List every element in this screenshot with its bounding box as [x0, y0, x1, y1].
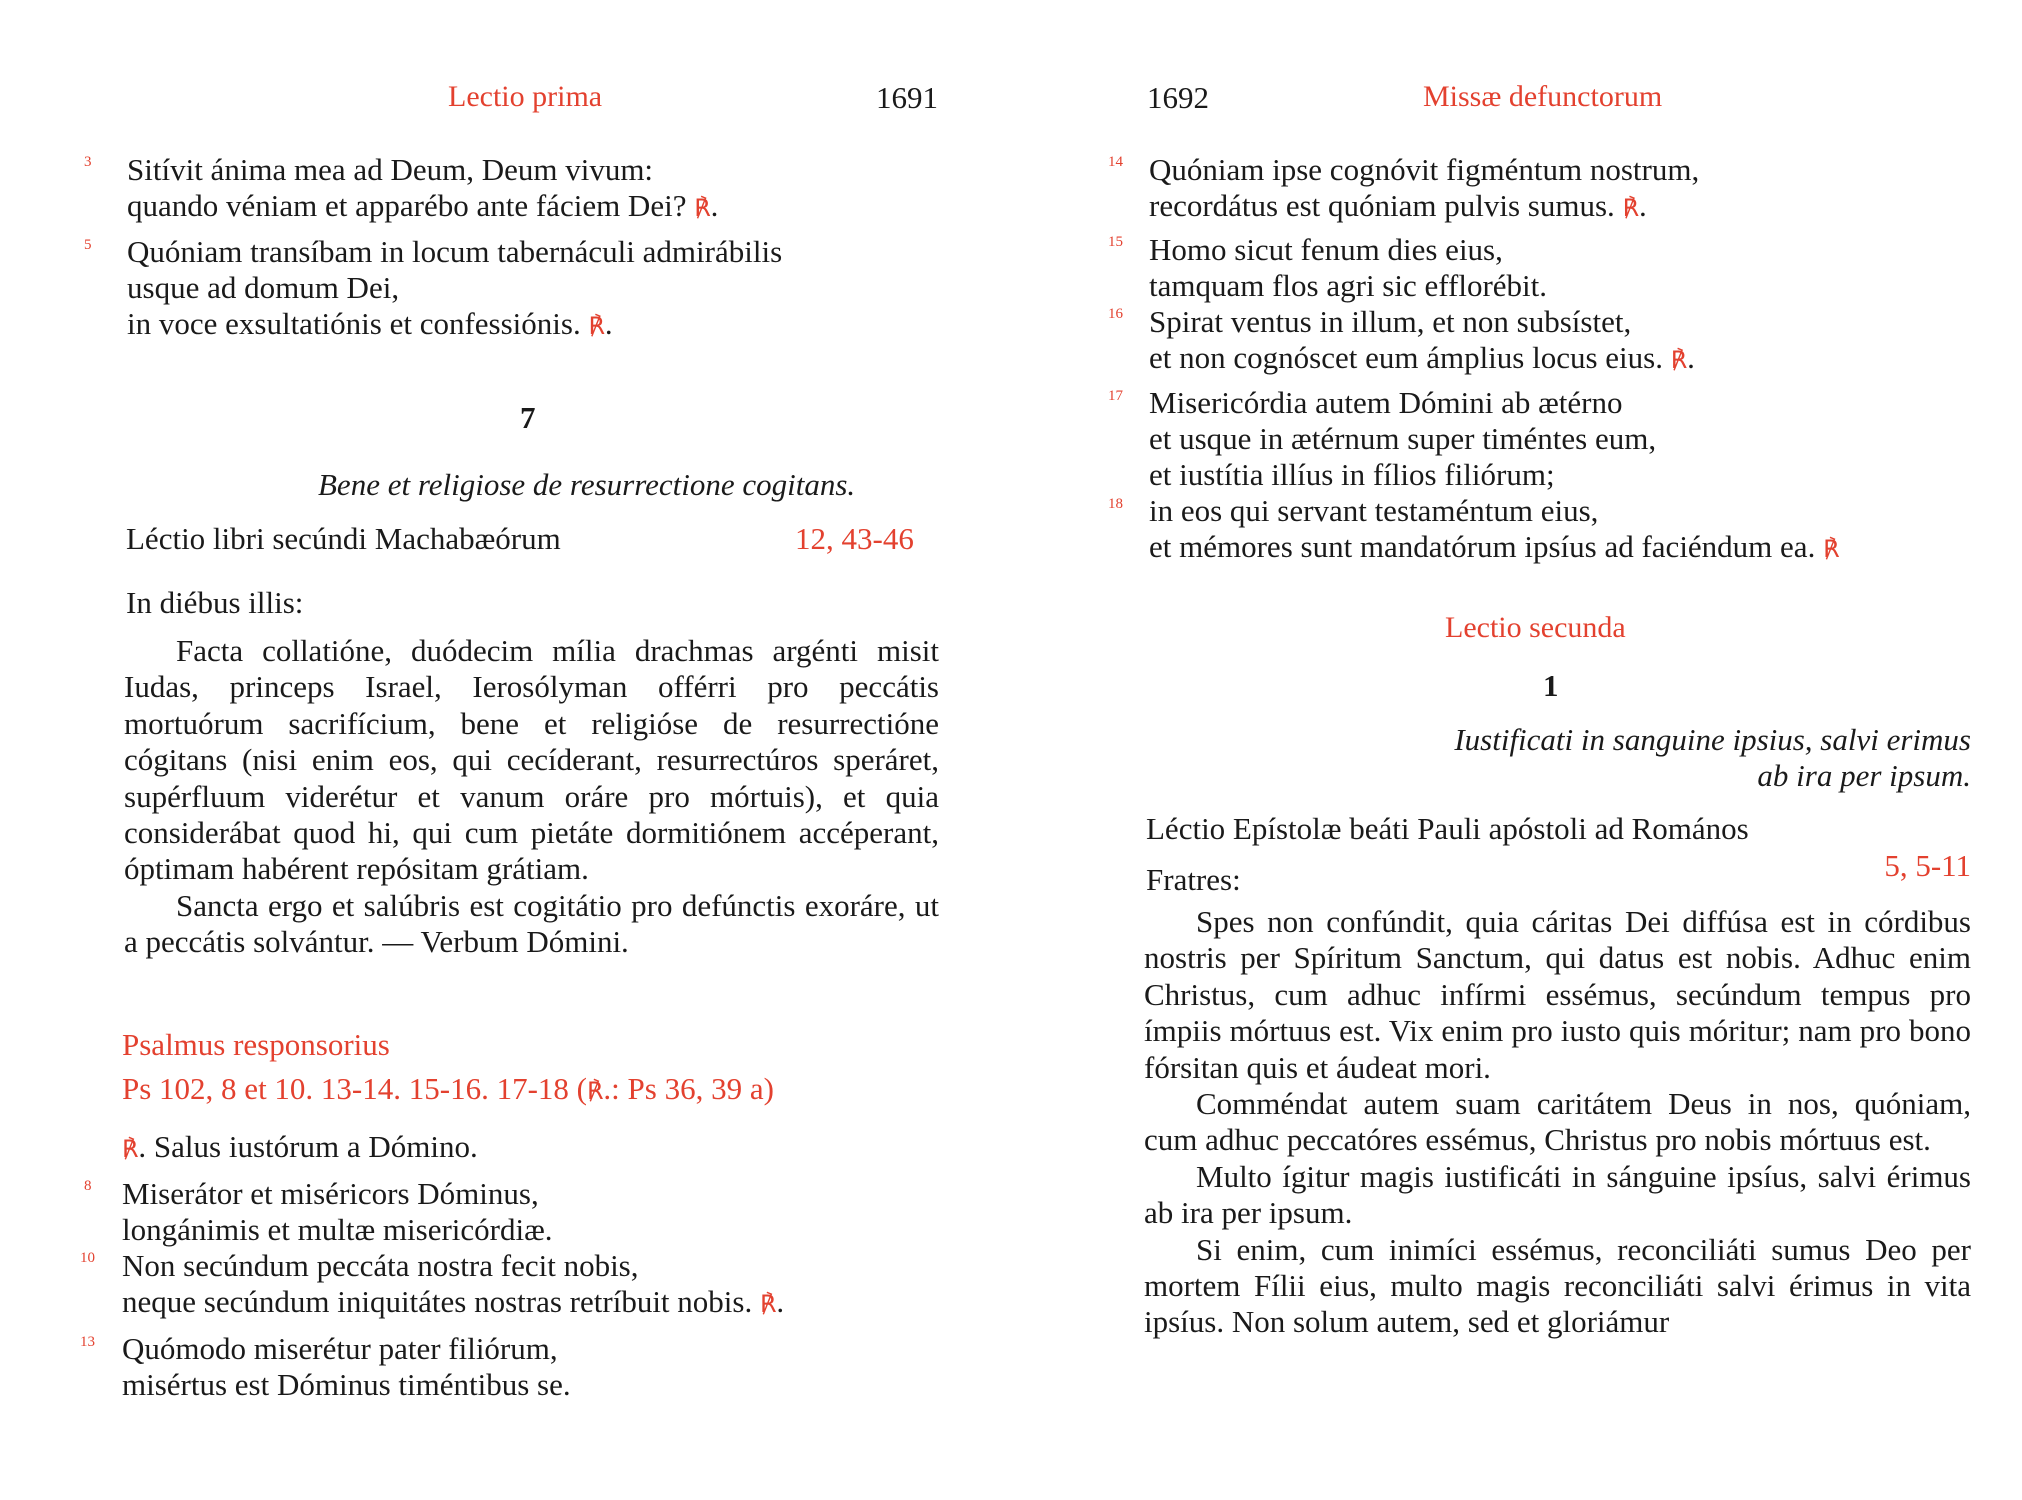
running-title: Lectio prima	[448, 80, 603, 113]
psalm-title: Psalmus responsorius	[122, 1027, 390, 1062]
verse-line: Homo sicut fenum dies eius,	[1149, 232, 1503, 267]
paragraph: Comméndat autem suam caritátem Deus in nos, quóniam, cum adhuc peccatóres essémus, Christus pro nobis mórtuus est.	[1144, 1086, 1971, 1158]
reading-reference: 5, 5-11	[1884, 848, 1971, 883]
paragraph: Multo ígitur magis iustificáti in sánguine ipsíus, salvi érimus ab ira per ipsum.	[1144, 1158, 1971, 1231]
page-number: 1691	[876, 80, 938, 115]
response-symbol: ℟	[586, 1079, 604, 1105]
psalm-response: ℟. Salus iustórum a Dómino.	[122, 1129, 478, 1164]
paragraph: Spes non confúndit, quia cáritas Dei diffúsa est in córdibus nostris per Spíritum Sanctum, qui datus est nobis. Adhuc enim Christus, cum adhuc infírmi essémus, secúndum tempus pro ímpiis mórtuus est. Vix enim pro iusto quis móritur; nam pro bono fórsitan quis et áudeat mori.	[1144, 904, 1971, 1085]
response-symbol: ℟	[1670, 348, 1688, 374]
paragraph: Sancta ergo et salúbris est cogitátio pro defúnctis exoráre, ut a peccátis solvántur. — Verbum Dómini.	[124, 887, 939, 960]
verse-number: 10	[80, 1250, 95, 1266]
right-page	[1011, 0, 2022, 1500]
section-number: 1	[1543, 668, 1559, 703]
reading-summary: Bene et religiose de resurrectione cogitans.	[318, 467, 856, 502]
verse-line: longánimis et multæ misericórdiæ.	[122, 1212, 553, 1247]
verse-line: et usque in ætérnum super timéntes eum,	[1149, 421, 1657, 456]
reading-intro: In diébus illis:	[126, 585, 304, 620]
verse-line: Sitívit ánima mea ad Deum, Deum vivum:	[127, 152, 654, 187]
section-number: 7	[520, 400, 536, 435]
verse-line: et non cognóscet eum ámplius locus eius. ℟.	[1149, 340, 1695, 375]
paragraph: Si enim, cum inimíci essémus, reconciliáti sumus Deo per mortem Fílii eius, multo magis reconciliáti salvi érimus in vita ipsíus. Non solum autem, sed et gloriámur	[1144, 1231, 1971, 1340]
verse-line: et mémores sunt mandatórum ipsíus ad faciéndum ea. ℟	[1149, 529, 1840, 564]
verse-line: Misericórdia autem Dómini ab ætérno	[1149, 385, 1623, 420]
verse-number: 5	[84, 237, 92, 253]
verse-line: usque ad domum Dei,	[127, 270, 400, 305]
reading-reference: 12, 43-46	[795, 521, 914, 556]
verse-line: in voce exsultatiónis et confessiónis. ℟.	[127, 306, 613, 341]
response-symbol: ℟	[588, 314, 605, 340]
verse-number: 15	[1108, 234, 1123, 250]
verse-line: in eos qui servant testaméntum eius,	[1149, 493, 1599, 528]
verse-number: 13	[80, 1334, 95, 1350]
verse-number: 14	[1108, 154, 1123, 170]
verse-number: 18	[1108, 496, 1123, 512]
section-title: Lectio secunda	[1445, 611, 1626, 644]
response-symbol: ℟	[122, 1137, 139, 1163]
paragraph: Facta collatióne, duódecim mília drachmas argénti misit Iudas, princeps Israel, Ierosólyman offérri pro peccátis mortuórum sacrifícium, bene et religióse de resurrectióne cógitans (nisi enim eos, qui cecíderant, resurrectúros speráret, supérfluum viderétur et vanum oráre pro mórtuis), et quia considerábat quod hi, qui cum pietáte dormitiónem accéperant, óptimam habérent repósitam grátiam.	[124, 633, 939, 887]
response-symbol: ℟	[694, 196, 711, 222]
verse-line: Quóniam transíbam in locum tabernáculi admirábilis	[127, 234, 783, 269]
running-title: Missæ defunctorum	[1423, 80, 1663, 113]
reading-text	[1144, 904, 1971, 1341]
verse-line: Non secúndum peccáta nostra fecit nobis,	[122, 1248, 639, 1283]
verse-line: Spirat ventus in illum, et non subsístet,	[1149, 304, 1632, 339]
reading-title: Léctio libri secúndi Machabæórum	[126, 521, 561, 556]
response-symbol: ℟	[1622, 196, 1639, 222]
response-symbol: ℟	[759, 1292, 777, 1318]
verse-line: quando véniam et apparébo ante fáciem Dei? ℟.	[127, 188, 719, 223]
verse-line: Quóniam ipse cognóvit figméntum nostrum,	[1149, 152, 1700, 187]
verse-line: recordátus est quóniam pulvis sumus. ℟.	[1149, 188, 1647, 223]
verse-line: tamquam flos agri sic efflorébit.	[1149, 268, 1548, 303]
verse-line: Miserátor et miséricors Dóminus,	[122, 1176, 539, 1211]
verse-number: 16	[1108, 306, 1123, 322]
verse-line: misértus est Dóminus timéntibus se.	[122, 1367, 571, 1402]
verse-number: 3	[84, 154, 92, 170]
response-symbol: ℟	[1823, 537, 1840, 563]
verse-line: et iustítia illíus in fílios filiórum;	[1149, 457, 1555, 492]
reading-summary: Iustificati in sanguine ipsius, salvi erimus	[1454, 722, 1971, 757]
reading-title: Léctio Epístolæ beáti Pauli apóstoli ad Romános	[1146, 811, 1749, 846]
verse-line: neque secúndum iniquitátes nostras retríbuit nobis. ℟.	[122, 1284, 785, 1319]
page-number: 1692	[1147, 80, 1209, 115]
psalm-reference: Ps 102, 8 et 10. 13-14. 15-16. 17-18 (℟.: Ps 36, 39 a)	[122, 1071, 774, 1106]
verse-number: 8	[84, 1178, 92, 1194]
reading-text	[124, 633, 939, 961]
verse-number: 17	[1108, 388, 1123, 404]
reading-summary: ab ira per ipsum.	[1757, 758, 1971, 793]
reading-intro: Fratres:	[1146, 862, 1241, 897]
verse-line: Quómodo miserétur pater filiórum,	[122, 1331, 558, 1366]
